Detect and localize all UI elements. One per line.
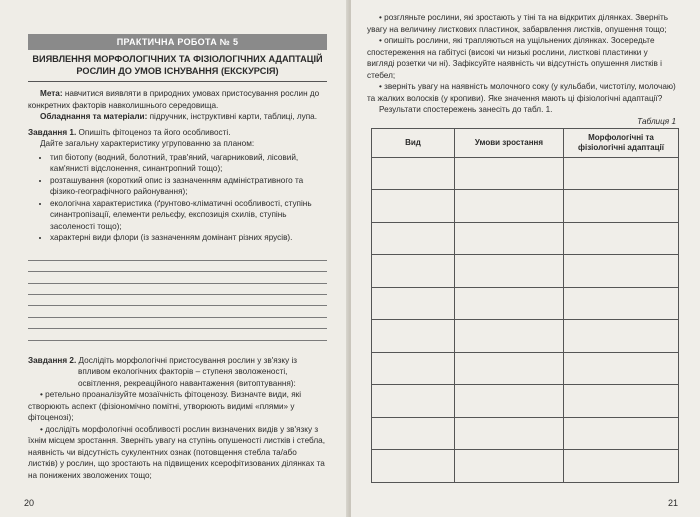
answer-line[interactable] bbox=[28, 295, 327, 306]
table-cell[interactable] bbox=[564, 320, 679, 353]
page-number-left: 20 bbox=[24, 498, 35, 508]
left-page bbox=[0, 0, 349, 517]
table-header-row bbox=[372, 128, 679, 157]
table-cell[interactable] bbox=[455, 255, 564, 288]
observations-table bbox=[371, 128, 679, 483]
answer-line[interactable] bbox=[28, 306, 327, 317]
goal-text: навчитися виявляти в природних умовах пристосування рослин до конкретних факторів навколишнього середовища. bbox=[28, 89, 320, 110]
task2-point-5: • зверніть увагу на наявність молочного соку (у кульбаби, чистотілу, молочаю) та жалких волосків (у кропиви). Яке значення мають ці фізіологічні адаптації? bbox=[367, 82, 676, 103]
task1-plan-list bbox=[28, 152, 327, 244]
task2-point-1: • ретельно проаналізуйте мозаїчність фітоценозу. Визначте види, які створюють аспект (фізіономічно помітні, утворюють видимі «плями» у фітоценозі); bbox=[28, 390, 302, 423]
table-row bbox=[372, 450, 679, 483]
practical-work-title: ВИЯВЛЕННЯ МОРФОЛОГІЧНИХ ТА ФІЗІОЛОГІЧНИХ АДАПТАЦІЙ РОСЛИН ДО УМОВ ІСНУВАННЯ (ЕКСКУРСІЯ) bbox=[28, 53, 327, 82]
results-instruction: Результати спостережень занесіть до табл. 1. bbox=[379, 105, 553, 114]
table-cell[interactable] bbox=[372, 450, 455, 483]
goal-paragraph bbox=[28, 88, 327, 111]
task2-point-2: • дослідіть морфологічні особливості рослин визначених видів у зв'язку з їхнім місцем зростання. Зверніть увагу на ступінь опушеності листків і стебла, наявність чи відсутність сукулентних ознак (потовщення стебла та/або листків) у рослин, що зростають на підвищених ксерофітизованих ділянках та на понижених зволожених тощо; bbox=[28, 424, 325, 480]
task2-heading bbox=[28, 355, 327, 390]
table-cell[interactable] bbox=[455, 352, 564, 385]
list-item: • тип біотопу (водний, болотний, трав'яний, чагарниковий, лісовий, кам'янисті відслонення, синантропний тощо); bbox=[50, 152, 327, 175]
table-cell[interactable] bbox=[564, 157, 679, 190]
table-cell[interactable] bbox=[564, 255, 679, 288]
practical-work-banner: ПРАКТИЧНА РОБОТА № 5 bbox=[28, 34, 327, 50]
table-cell[interactable] bbox=[455, 320, 564, 353]
table-row bbox=[372, 417, 679, 450]
answer-line[interactable] bbox=[28, 272, 327, 283]
list-item: • розташування (короткий опис із зазначенням адміністративного та фізико-географічного районування); bbox=[50, 175, 327, 198]
task2-point-3: • розгляньте рослини, які зростають у тіні та на відкритих ділянках. Зверніть увагу на величину листкових пластинок, забарвлення листків, опушення тощо; bbox=[367, 13, 668, 34]
table-row bbox=[372, 352, 679, 385]
table-cell[interactable] bbox=[455, 190, 564, 223]
answer-line[interactable] bbox=[28, 250, 327, 261]
goal-label: Мета: bbox=[40, 89, 63, 98]
table-cell[interactable] bbox=[372, 287, 455, 320]
column-header-conditions: Умови зростання bbox=[455, 128, 564, 157]
table-cell[interactable] bbox=[372, 157, 455, 190]
column-header-species: Вид bbox=[372, 128, 455, 157]
list-item: • характерні види флори (із зазначенням домінант різних ярусів). bbox=[50, 232, 327, 244]
table-cell[interactable] bbox=[455, 157, 564, 190]
table-row bbox=[372, 385, 679, 418]
table-cell[interactable] bbox=[564, 222, 679, 255]
table-cell[interactable] bbox=[564, 385, 679, 418]
task1-text: Опишіть фітоценоз та його особливості. bbox=[76, 127, 231, 137]
answer-line[interactable] bbox=[28, 284, 327, 295]
table-row bbox=[372, 222, 679, 255]
table-cell[interactable] bbox=[564, 190, 679, 223]
materials-text: підручник, інструктивні карти, таблиці, лупа. bbox=[147, 112, 318, 121]
task1-heading bbox=[28, 127, 327, 139]
table-cell[interactable] bbox=[564, 352, 679, 385]
table-cell[interactable] bbox=[455, 222, 564, 255]
table-cell[interactable] bbox=[372, 255, 455, 288]
table-cell[interactable] bbox=[564, 417, 679, 450]
table-row bbox=[372, 287, 679, 320]
table-cell[interactable] bbox=[455, 287, 564, 320]
answer-lines[interactable] bbox=[28, 250, 327, 341]
page-number-right: 21 bbox=[667, 498, 678, 508]
table-row bbox=[372, 157, 679, 190]
table-cell[interactable] bbox=[455, 417, 564, 450]
table-row bbox=[372, 190, 679, 223]
task2-text: Дослідіть морфологічні пристосування рослин у зв'язку із впливом екологічних факторів – ступеня зволоженості, освітлення, рекреаційного навантаження (витоптування): bbox=[76, 355, 298, 388]
answer-line[interactable] bbox=[28, 318, 327, 329]
column-header-adaptations: Морфологічні та фізіологічні адаптації bbox=[564, 128, 679, 157]
list-item: • екологічна характеристика (ґрунтово-кліматичні особливості, ступінь синантропізації, елементи рельєфу, експозиція схилів, ступінь засоленості тощо); bbox=[50, 198, 327, 233]
table-cell[interactable] bbox=[564, 450, 679, 483]
materials-label: Обладнання та матеріали: bbox=[40, 112, 148, 121]
table-cell[interactable] bbox=[564, 287, 679, 320]
table-cell[interactable] bbox=[372, 222, 455, 255]
answer-line[interactable] bbox=[28, 261, 327, 272]
table-caption: Таблиця 1 bbox=[637, 116, 676, 126]
materials-paragraph bbox=[28, 111, 327, 123]
task2-point-4: • опишіть рослини, які трапляються на ущільнених ділянках. Зосередьте спостереження на габітусі (високі чи низькі рослини, листкові пластинки у вигляді розетки чи ні). Зафіксуйте наявність чи відсутність опушення листків і стебел; bbox=[367, 36, 662, 80]
table-row bbox=[372, 255, 679, 288]
table-cell[interactable] bbox=[372, 352, 455, 385]
table-cell[interactable] bbox=[455, 385, 564, 418]
task2-label: Завдання 2. bbox=[28, 355, 77, 365]
task1-intro: Дайте загальну характеристику угрупованню за планом: bbox=[40, 139, 255, 148]
table-cell[interactable] bbox=[372, 385, 455, 418]
right-page bbox=[351, 0, 700, 517]
table-cell[interactable] bbox=[455, 450, 564, 483]
table-cell[interactable] bbox=[372, 417, 455, 450]
task1-label: Завдання 1. bbox=[28, 127, 77, 137]
table-row bbox=[372, 320, 679, 353]
table-cell[interactable] bbox=[372, 190, 455, 223]
answer-line[interactable] bbox=[28, 329, 327, 340]
table-cell[interactable] bbox=[372, 320, 455, 353]
